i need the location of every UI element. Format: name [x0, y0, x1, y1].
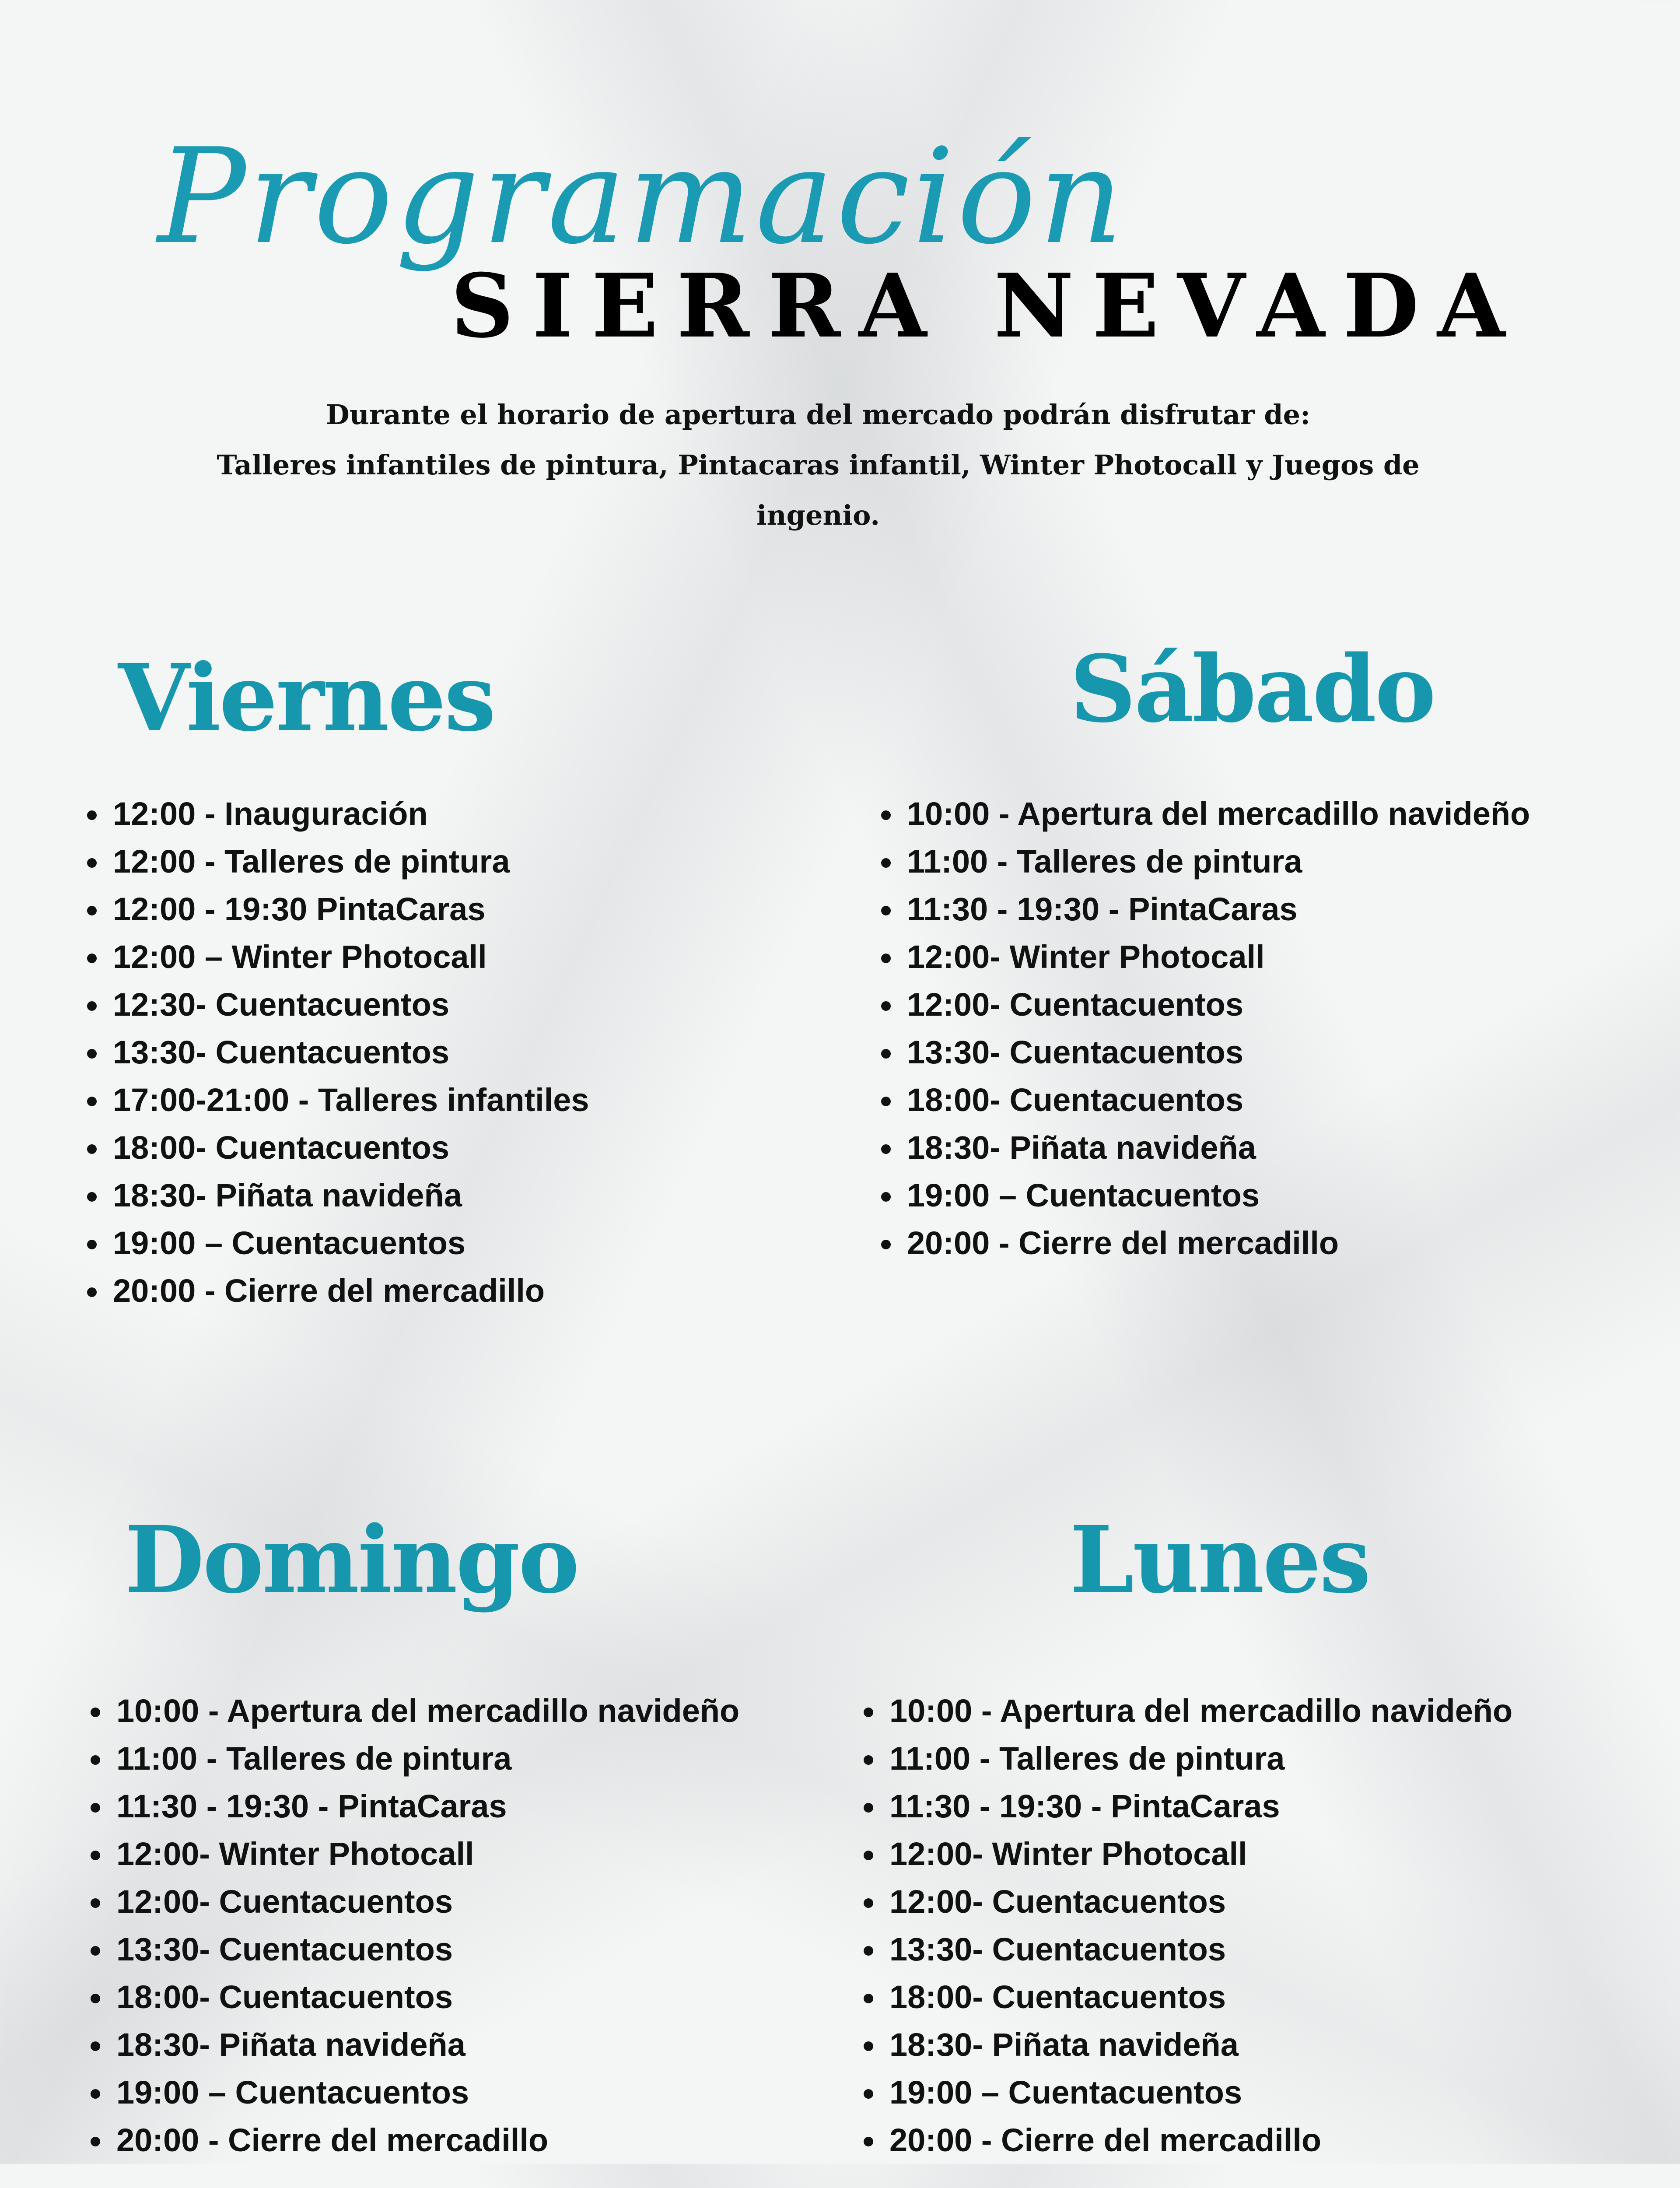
schedule-item: • 13:30- Cuentacuentos — [886, 1925, 1680, 1973]
intro-text — [131, 389, 1505, 540]
schedule-list-viernes — [79, 790, 831, 1315]
schedule-row — [0, 635, 1680, 1315]
schedule-item: • 13:30- Cuentacuentos — [113, 1925, 831, 1973]
schedule-item: • 20:00 - Cierre del mercadillo — [903, 1219, 1680, 1267]
schedule-item: • 11:30 - 19:30 - PintaCaras — [113, 1782, 831, 1830]
schedule-item: • 19:00 – Cuentacuentos — [109, 1219, 831, 1267]
schedule-item: • 12:30- Cuentacuentos — [109, 981, 831, 1028]
schedule-item: • 18:30- Piñata navideña — [903, 1124, 1680, 1171]
schedule-item: • 12:00- Cuentacuentos — [113, 1878, 831, 1925]
schedule-item: • 12:00- Winter Photocall — [886, 1830, 1680, 1878]
schedule-item: • 13:30- Cuentacuentos — [109, 1028, 831, 1076]
schedule-item: • 12:00- Cuentacuentos — [886, 1878, 1680, 1925]
schedule-list-sabado — [873, 790, 1680, 1267]
intro-line: ingenio. — [756, 499, 880, 531]
schedule-list-lunes — [855, 1687, 1680, 2164]
schedule-item: • 11:00 - Talleres de pintura — [903, 838, 1680, 885]
day-heading-domingo: Domingo — [125, 1506, 578, 1614]
schedule-item: • 12:00 – Winter Photocall — [109, 933, 831, 981]
schedule-item: • 12:00- Winter Photocall — [903, 933, 1680, 981]
schedule-item: • 19:00 – Cuentacuentos — [903, 1171, 1680, 1219]
day-section-sabado — [831, 635, 1680, 1315]
day-heading-viernes: Viernes — [118, 644, 494, 752]
schedule-item: • 12:00- Cuentacuentos — [903, 981, 1680, 1028]
schedule-item: • 20:00 - Cierre del mercadillo — [886, 2116, 1680, 2164]
schedule-row — [0, 1506, 1680, 2164]
schedule-item: • 12:00- Winter Photocall — [113, 1830, 831, 1878]
script-title: Programación — [158, 120, 1126, 273]
day-section-lunes — [831, 1506, 1680, 2164]
intro-line: Talleres infantiles de pintura, Pintacaras infantil, Winter Photocall y Juegos de — [217, 449, 1420, 481]
schedule-item: • 18:00- Cuentacuentos — [903, 1076, 1680, 1124]
schedule-item: • 11:30 - 19:30 - PintaCaras — [886, 1782, 1680, 1830]
day-heading-lunes: Lunes — [1070, 1506, 1369, 1614]
schedule-item: • 19:00 – Cuentacuentos — [886, 2069, 1680, 2116]
schedule-item: • 12:00 - Inauguración — [109, 790, 831, 838]
schedule-item: • 18:30- Piñata navideña — [886, 2021, 1680, 2069]
day-section-viernes — [0, 644, 831, 1315]
day-heading-sabado: Sábado — [1070, 635, 1435, 743]
schedule-item: • 18:30- Piñata navideña — [109, 1171, 831, 1219]
schedule-list-domingo — [82, 1687, 831, 2164]
schedule-item: • 12:00 - Talleres de pintura — [109, 838, 831, 885]
schedule-item: • 12:00 - 19:30 PintaCaras — [109, 885, 831, 933]
intro-line: Durante el horario de apertura del mercado podrán disfrutar de: — [326, 399, 1310, 431]
schedule-item: • 20:00 - Cierre del mercadillo — [109, 1267, 831, 1315]
schedule-item: • 17:00-21:00 - Talleres infantiles — [109, 1076, 831, 1124]
schedule-item: • 10:00 - Apertura del mercadillo navideño — [113, 1687, 831, 1735]
schedule-item: • 11:00 - Talleres de pintura — [113, 1735, 831, 1782]
schedule-item: • 11:00 - Talleres de pintura — [886, 1735, 1680, 1782]
schedule-item: • 13:30- Cuentacuentos — [903, 1028, 1680, 1076]
day-section-domingo — [0, 1506, 831, 2164]
schedule-item: • 18:00- Cuentacuentos — [113, 1973, 831, 2021]
schedule-item: • 11:30 - 19:30 - PintaCaras — [903, 885, 1680, 933]
schedule-item: • 10:00 - Apertura del mercadillo navideño — [903, 790, 1680, 838]
schedule-item: • 18:00- Cuentacuentos — [886, 1973, 1680, 2021]
page-title: SIERRA NEVADA — [451, 255, 1524, 358]
schedule-item: • 20:00 - Cierre del mercadillo — [113, 2116, 831, 2164]
schedule-item: • 19:00 – Cuentacuentos — [113, 2069, 831, 2116]
schedule-item: • 10:00 - Apertura del mercadillo navideño — [886, 1687, 1680, 1735]
schedule-item: • 18:30- Piñata navideña — [113, 2021, 831, 2069]
schedule-item: • 18:00- Cuentacuentos — [109, 1124, 831, 1171]
